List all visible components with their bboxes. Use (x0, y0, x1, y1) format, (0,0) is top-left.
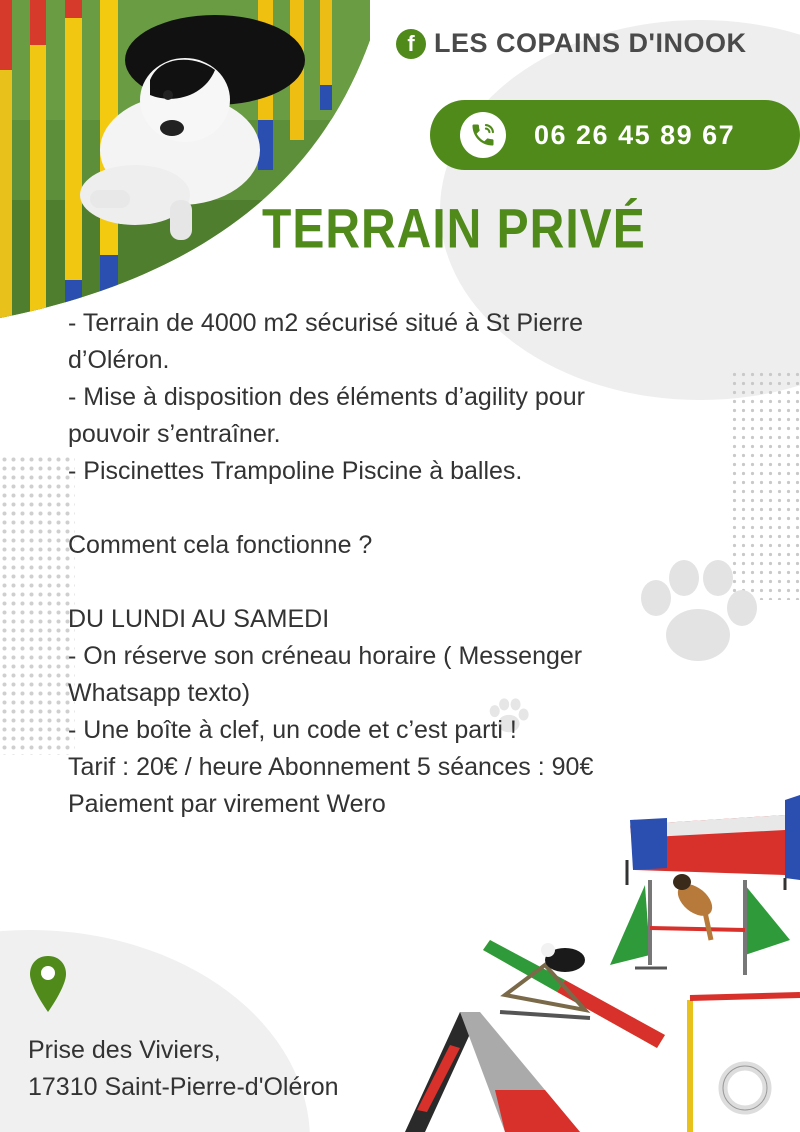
phone-icon (460, 112, 506, 158)
agility-hurdle-obstacle (610, 874, 790, 975)
dog-agility-photo (0, 0, 370, 320)
phone-number[interactable]: 06 26 45 89 67 (534, 119, 736, 150)
line-spacer (68, 564, 768, 601)
phone-contact-pill[interactable] (430, 100, 800, 170)
facebook-icon: f (396, 29, 426, 59)
agility-equipment-illustration (405, 790, 800, 1132)
body-line: pouvoir s’entraîner. (68, 420, 281, 448)
body-line: Comment cela fonctionne ? (68, 531, 373, 559)
body-line: Whatsapp texto) (68, 679, 251, 707)
body-line: - Terrain de 4000 m2 sécurisé situé à St Pierre (68, 309, 584, 337)
body-line: Paiement par virement Wero (68, 790, 386, 818)
address-line-1: Prise des Viviers, (28, 1036, 221, 1064)
body-line: - Piscinettes Trampoline Piscine à balles. (68, 457, 523, 485)
address-line-2: 17310 Saint-Pierre-d'Oléron (28, 1073, 339, 1101)
body-line: - Mise à disposition des éléments d’agility pour (68, 383, 585, 411)
body-line: Tarif : 20€ / heure Abonnement 5 séances : 90€ (68, 753, 594, 781)
body-line: DU LUNDI AU SAMEDI (68, 605, 330, 633)
location-pin-icon (28, 954, 68, 1016)
line-spacer (68, 490, 768, 527)
brand (396, 28, 746, 59)
description-text (68, 305, 768, 823)
brand-name: LES COPAINS D'INOOK (434, 28, 747, 58)
decorative-dots-left (0, 455, 75, 755)
agility-tire-jump-obstacle (690, 995, 800, 1132)
agility-a-frame-obstacle (405, 1012, 580, 1132)
address (28, 1032, 339, 1106)
body-line: - Une boîte à clef, un code et c’est parti ! (68, 716, 517, 744)
body-line: d’Oléron. (68, 346, 170, 374)
body-line: - On réserve son créneau horaire ( Messenger (68, 642, 583, 670)
page-title: TERRAIN PRIVÉ (262, 199, 646, 261)
